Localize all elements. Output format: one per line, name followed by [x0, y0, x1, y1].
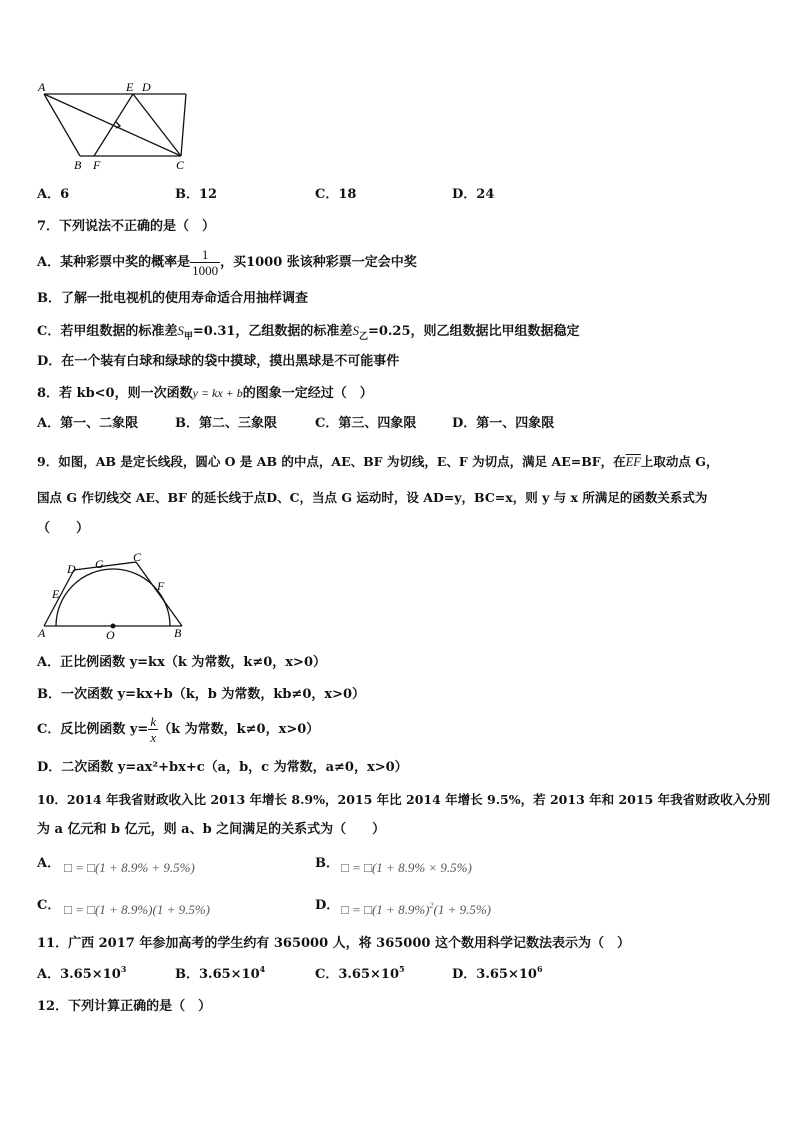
q10-option-c: □ = □(1 + 8.9%)(1 + 9.5%)	[64, 902, 210, 917]
fig2-label-A: A	[38, 626, 46, 640]
q10-line-1: 10．2014 年我省财政收入比 2013 年增长 8.9%，2015 年比 2014 年增长 9.5%，若 2013 年和 2015 年我省财政收入分别	[37, 792, 771, 807]
q8-option-b: B．第二、三象限	[175, 416, 278, 431]
q10-option-b-key: B．	[315, 856, 339, 871]
q10-option-b: □ = □(1 + 8.9% × 9.5%)	[341, 860, 472, 875]
fig2-label-D: D	[67, 562, 76, 576]
arc-ef: $\overline{EF}$	[625, 455, 641, 469]
label-D: D	[142, 80, 151, 94]
q7-fraction: $\frac{1}{1000}$	[192, 247, 219, 278]
q11-option-c: C．$3.65\times 10^5$	[315, 964, 405, 982]
fig2-label-E: E	[52, 587, 60, 601]
q9-option-a: A．正比例函数 y=kx（k 为常数，k≠0，x>0）	[37, 655, 326, 670]
fig2-label-G: G	[95, 557, 104, 571]
q10-option-c-key: C．	[37, 898, 61, 913]
q8-option-d: D．第一、四象限	[452, 416, 555, 431]
q12-stem: 12．下列计算正确的是（ ）	[37, 999, 212, 1014]
label-E: E	[126, 80, 134, 94]
fig2-label-F: F	[157, 579, 165, 593]
q8-stem: 8．若 kb<0，则一次函数y = kx + b的图象一定经过（ ）	[37, 386, 373, 401]
fig2-label-O: O	[106, 628, 115, 642]
q10-line-2: 为 a 亿元和 b 亿元，则 a、b 之间满足的关系式为（ ）	[37, 822, 386, 837]
q6-option-c: C．18	[315, 187, 357, 202]
q10-option-d: □ = □(1 + 8.9%)$^2$(1 + 9.5%)	[341, 901, 492, 917]
q7-option-a: A．某种彩票中奖的概率是 $\frac{1}{1000}$ ，买1000 张该种彩票一定会中奖	[37, 247, 417, 278]
q9-line-1: 9．如图，AB 是定长线段，圆心 O 是 AB 的中点，AE、BF 为切线，E、F 为切点，满足 AE=BF，在$\overline{EF}$上取动点 G，	[37, 454, 719, 469]
q8-formula: y = kx + b	[192, 386, 243, 400]
parallelogram-figure	[36, 80, 196, 174]
q11-option-b: B．$3.65\times 10^4$	[175, 964, 266, 982]
q11-stem: 11．广西 2017 年参加高考的学生约有 365000 人，将 365000 这个数用科学记数法表示为（ ）	[37, 936, 630, 951]
q9-fraction: $\frac{k}{x}$	[150, 714, 157, 745]
q7-option-d: D．在一个装有白球和绿球的袋中摸球，摸出黑球是不可能事件	[37, 354, 400, 369]
q6-option-a: A．6	[37, 187, 70, 202]
q9-option-b: B．一次函数 y=kx+b（k，b 为常数，kb≠0，x>0）	[37, 687, 366, 702]
q7-option-c: C．若甲组数据的标准差$S_甲=0.31$，乙组数据的标准差$S_乙=0.25$，则乙组数据比甲组数据稳定	[37, 323, 580, 342]
q7-stem: 7．下列说法不正确的是（ ）	[37, 219, 216, 234]
q10-option-d-key: D．	[315, 898, 340, 913]
q9-line-2: 国点 G 作切线交 AE、BF 的延长线于点D、C，当点 G 运动时，设 AD=y，BC=x，则 y 与 x 所满足的函数关系式为	[37, 490, 708, 505]
q6-option-d: D．24	[452, 187, 495, 202]
semicircle-figure	[36, 548, 186, 642]
label-B: B	[74, 158, 82, 172]
q7-option-b: B．了解一批电视机的使用寿命适合用抽样调查	[37, 291, 308, 306]
q10-option-a: □ = □(1 + 8.9% + 9.5%)	[64, 860, 195, 875]
q9-line-3: （ ）	[37, 521, 90, 536]
label-A: A	[38, 80, 46, 94]
q11-option-d: D．$3.65\times 10^6$	[452, 964, 543, 982]
q8-option-c: C．第三、四象限	[315, 416, 417, 431]
fig2-label-B: B	[174, 626, 182, 640]
q9-option-c: C．反比例函数 y= $\frac{k}{x}$ （k 为常数，k≠0，x>0）	[37, 714, 320, 745]
label-C: C	[176, 158, 185, 172]
label-F: F	[93, 158, 101, 172]
q10-option-a-key: A．	[37, 856, 61, 871]
q11-option-a: A．$3.65\times 10^3$	[37, 964, 127, 982]
fig2-label-C: C	[133, 550, 142, 564]
q9-option-d: D．二次函数 y=ax²+bx+c（a，b，c 为常数，a≠0，x>0）	[37, 760, 408, 775]
q6-option-b: B．12	[175, 187, 218, 202]
q8-option-a: A．第一、二象限	[37, 416, 139, 431]
